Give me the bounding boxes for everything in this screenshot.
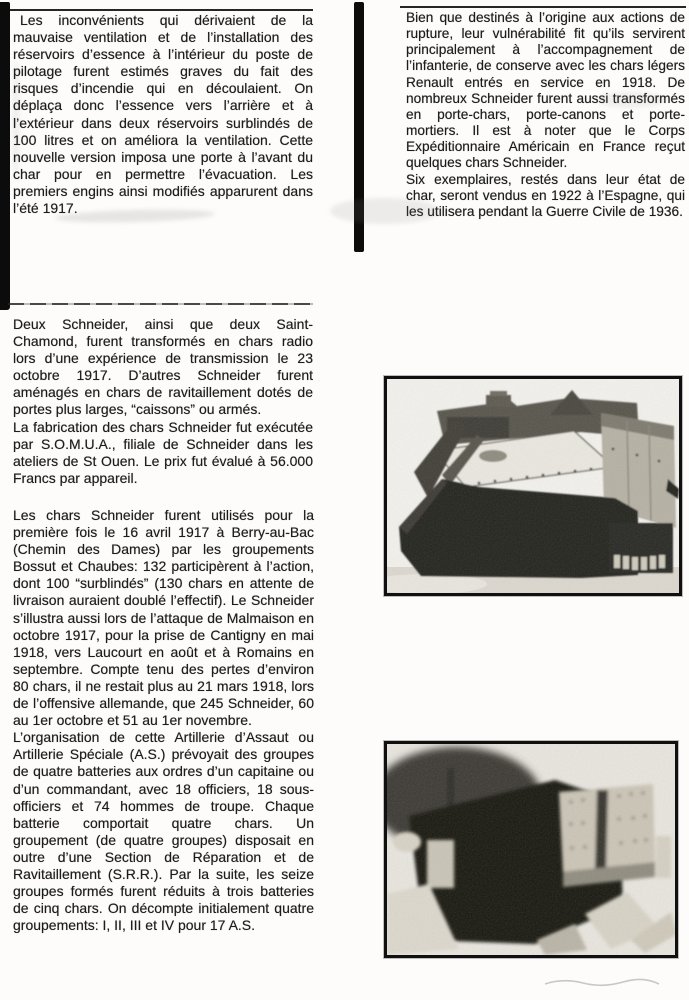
tank-photo-bottom	[384, 741, 678, 958]
left-paragraph-3: La fabrication des chars Schneider fut exécutée par S.O.M.U.A., filiale de Schneider dans les ateliers de St Ouen. Le prix fut évalué à 56.000 Francs par appareil.	[13, 418, 313, 486]
scan-smudge	[596, 92, 666, 108]
left-column-paragraphs-4-5	[13, 507, 314, 934]
right-paragraph-1: Bien que destinés à l’origine aux actions de rupture, leur vulnérabilité fit qu’ils servirent principalement à l’accompagnement de l’infanterie, de conserve avec les chars légers Renault entrés en service en 1918. De nombreux Schneider furent aussi transformés en porte-chars, porte-canons et porte-mortiers. Il est à noter que le Corps Expéditionnaire Américain en France reçut quelques chars Schneider.	[406, 10, 685, 171]
scan-smudge	[330, 198, 440, 224]
scan-scribble-mark	[543, 976, 661, 988]
left-paragraph-2: Deux Schneider, ainsi que deux Saint-Chamond, furent transformés en chars radio lors d’une expérience de transmission le 23 octobre 1917. D’autres Schneider furent aménagés en chars de ravitaillement dotés de portes plus larges, “caissons” ou armés.	[13, 316, 313, 418]
left-paragraph-4: Les chars Schneider furent utilisés pour la première fois le 16 avril 1917 à Berry-au-Bac (Chemin des Dames) par les groupements Bossut et Chaubes: 132 participèrent à l’action, dont 100 “surblindés” (130 chars en attente de livraison auraient doublé l’effectif). Le Schneider s’illustra aussi lors de l’attaque de Malmaison en octobre 1917, pour la prise de Cantigny en mai 1918, vers Laucourt en août et à Romains en septembre. Compte tenu des pertes d’environ 80 chars, il ne restait plus au 21 mars 1918, lors de l’offensive allemande, que 245 Schneider, 60 au 1er octobre et 51 au 1er novembre.	[13, 507, 314, 729]
paragraph-text: Les inconvénients qui dérivaient de la mauvaise ventilation et de l’installation des réservoirs d’essence à l’intérieur du poste de pilotage furent estimés graves du fait des risques d’incendie qui en découlaient. On déplaça donc l’essence vers l’arrière et à l’extérieur dans deux réservoirs surblindés de 100 litres et on améliora la ventilation. Cette nouvelle version imposa une porte à l’avant du char pour en permettre l’évacuation. Les premiers engins ainsi modifiés apparurent dans l’été 1917.	[13, 12, 313, 217]
right-column-text	[406, 10, 685, 220]
scan-artifact-bar-left	[0, 2, 10, 310]
tank-photo-bottom-image	[387, 744, 675, 955]
left-column-divider-rule	[8, 303, 313, 305]
right-paragraph-2: Six exemplaires, restés dans leur état de char, seront vendus en 1922 à l’Espagne, qui les utilisera pendant la Guerre Civile de 1936.	[406, 171, 685, 219]
right-column-top-rule	[400, 6, 686, 8]
tank-photo-top	[384, 376, 682, 596]
left-column-paragraph-1	[13, 12, 313, 217]
left-paragraph-5: L’organisation de cette Artillerie d’Assaut ou Artillerie Spéciale (A.S.) prévoyait des groupes de quatre batteries aux ordres d’un capitaine ou d’un commandant, avec 18 officiers, 18 sous-officiers et 74 hommes de troupe. Chaque batterie comportait quatre chars. Un groupement (de quatre groupes) disposait en outre d’une Section de Réparation et de Ravitaillement (S.R.R.). Par la suite, les seize groupes formés furent réduits à trois batteries de cinq chars. On décompte initialement quatre groupements: I, II, III et IV pour 17 A.S.	[13, 729, 314, 934]
tank-photo-top-image	[387, 379, 679, 593]
left-column-paragraphs-2-3	[13, 316, 313, 487]
scan-smudge	[12, 60, 20, 180]
